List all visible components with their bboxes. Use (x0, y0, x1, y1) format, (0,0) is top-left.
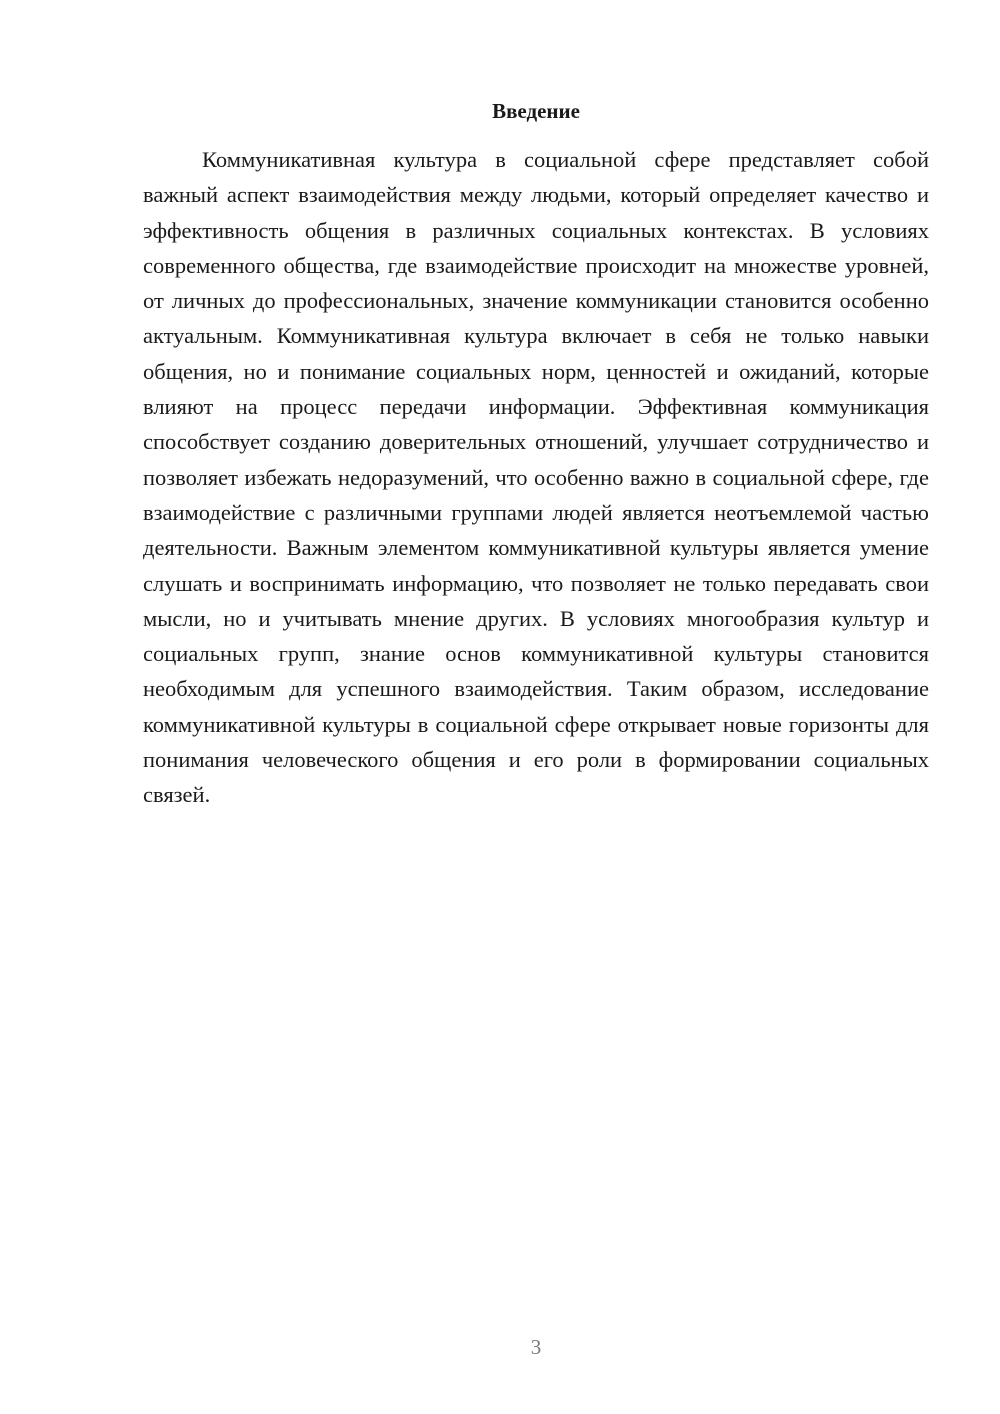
section-heading: Введение (492, 99, 580, 123)
page-number: 3 (530, 1335, 542, 1359)
body-paragraph: Коммуникативная культура в социальной сфере представляет собой важный аспект взаимодействия между людьми, который определяет качество и эффективность общения в различных социальных контекстах. В условиях современного общества, где взаимодействие происходит на множестве уровней, от личных до профессиональных, значение коммуникации становится особенно актуальным. Коммуникативная культура включает в себя не только навыки общения, но и понимание социальных норм, ценностей и ожиданий, которые влияют на процесс передачи информации. Эффективная коммуникация способствует созданию доверительных отношений, улучшает сотрудничество и позволяет избежать недоразумений, что особенно важно в социальной сфере, где взаимодействие с различными группами людей является неотъемлемой частью деятельности. Важным элементом коммуникативной культуры является умение слушать и воспринимать информацию, что позволяет не только передавать свои мысли, но и учитывать мнение других. В условиях многообразия культур и социальных групп, знание основ коммуникативной культуры становится необходимым для успешного взаимодействия. Таким образом, исследование коммуникативной культуры в социальной сфере открывает новые горизонты для понимания человеческого общения и его роли в формировании социальных связей. (143, 147, 929, 808)
